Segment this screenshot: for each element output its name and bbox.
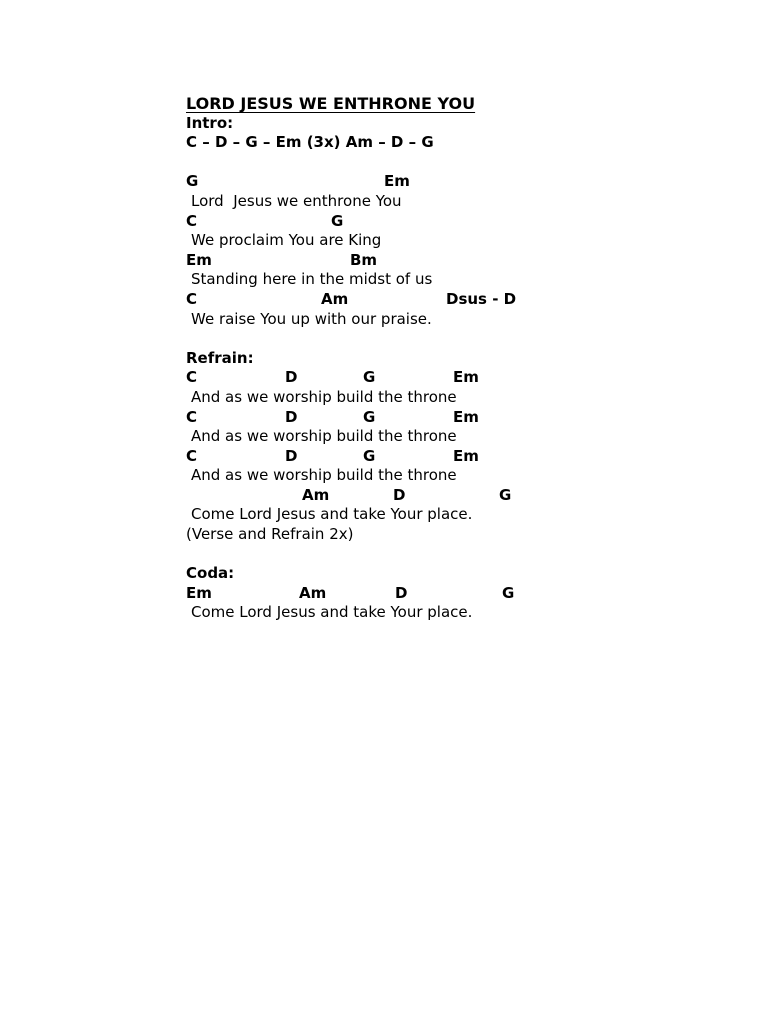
chord: G: [499, 485, 512, 504]
chord: Dsus - D: [446, 289, 517, 308]
spacer: [186, 545, 606, 565]
chord-row: [186, 212, 606, 232]
intro-chords: C – D – G – Em (3x) Am – D – G: [186, 133, 434, 152]
chord: Em: [384, 172, 410, 191]
spacer: [186, 329, 606, 349]
chord: D: [395, 583, 408, 602]
chord: Em: [186, 583, 212, 602]
chord: G: [331, 211, 344, 230]
chord: G: [363, 368, 376, 387]
chord: D: [285, 407, 298, 426]
lyric-line: Come Lord Jesus and take Your place.: [191, 505, 473, 524]
chord: G: [363, 446, 376, 465]
lyric-line: Standing here in the midst of us: [191, 270, 433, 289]
chord: G: [363, 407, 376, 426]
chord: Am: [299, 583, 327, 602]
chord: Em: [453, 446, 479, 465]
chord: Am: [302, 485, 330, 504]
lyric-line: And as we worship build the throne: [191, 387, 457, 406]
chord: Bm: [350, 250, 378, 269]
spacer: [186, 153, 606, 173]
lyric-line: We proclaim You are King: [191, 231, 382, 250]
coda-label: Coda:: [186, 564, 235, 583]
chord-row: [186, 584, 606, 604]
repeat-note: (Verse and Refrain 2x): [186, 525, 354, 544]
chord: G: [502, 583, 515, 602]
chord: G: [186, 172, 199, 191]
chord: D: [393, 485, 406, 504]
lyric-line: Lord Jesus we enthrone You: [191, 191, 402, 210]
chord-row: [186, 368, 606, 388]
chord-row: [186, 408, 606, 428]
chord: D: [285, 446, 298, 465]
lyric-line: And as we worship build the throne: [191, 466, 457, 485]
refrain-label: Refrain:: [186, 348, 254, 367]
chord-row: [186, 486, 606, 506]
lyric-line: We raise You up with our praise.: [191, 309, 432, 328]
lyric-line: And as we worship build the throne: [191, 427, 457, 446]
chord: C: [186, 368, 198, 387]
chord-row: [186, 251, 606, 271]
chord-row: [186, 290, 606, 310]
lyric-line: Come Lord Jesus and take Your place.: [191, 603, 473, 622]
song-sheet: [186, 94, 606, 623]
chord: Em: [453, 368, 479, 387]
chord-row: [186, 172, 606, 192]
chord: C: [186, 211, 198, 230]
intro-label: Intro:: [186, 113, 234, 132]
chord: D: [285, 368, 298, 387]
chord: C: [186, 446, 198, 465]
chord: Am: [321, 289, 349, 308]
chord-row: [186, 447, 606, 467]
chord: Em: [186, 250, 212, 269]
chord: C: [186, 407, 198, 426]
chord: Em: [453, 407, 479, 426]
song-title: LORD JESUS WE ENTHRONE YOU: [186, 94, 476, 113]
chord: C: [186, 289, 198, 308]
